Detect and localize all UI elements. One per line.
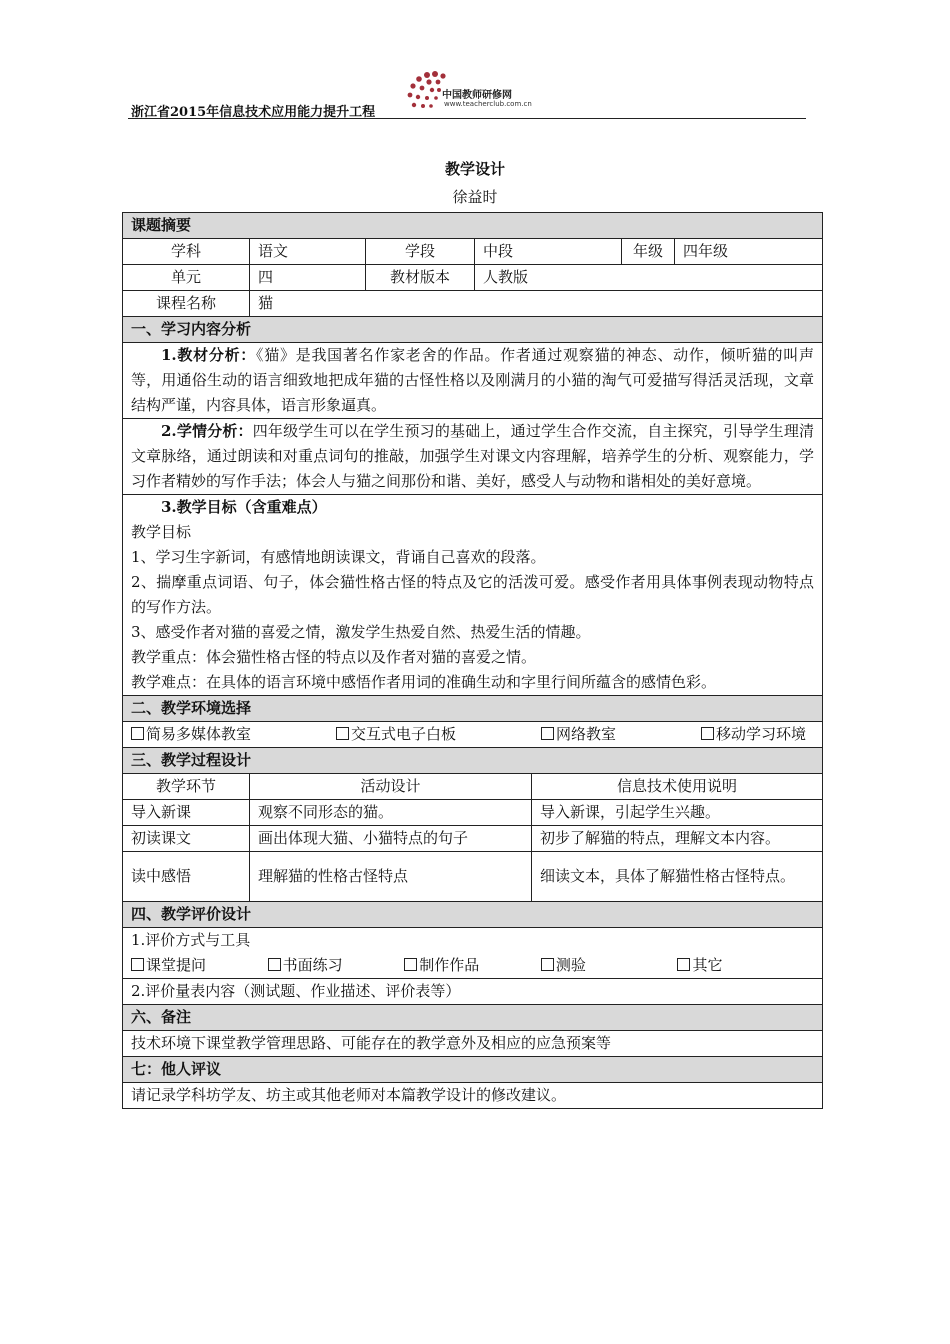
logo-url: www.teacherclub.com.cn bbox=[444, 100, 532, 108]
review-body: 请记录学科坊学友、坊主或其他老师对本篇教学设计的修改建议。 bbox=[123, 1083, 823, 1109]
eval-option[interactable] bbox=[677, 953, 814, 978]
course-value: 猫 bbox=[250, 291, 823, 317]
env-option[interactable] bbox=[131, 722, 251, 747]
teaching-goals bbox=[123, 495, 823, 696]
eval-option-label: 测验 bbox=[555, 956, 586, 974]
subject-label: 学科 bbox=[123, 239, 250, 265]
checkbox-icon[interactable] bbox=[336, 727, 349, 740]
goals-line: 教学难点：在具体的语言环境中感悟作者用词的准确生动和字里行间所蕴含的感情色彩。 bbox=[131, 673, 717, 691]
process-activity: 画出体现大猫、小猫特点的句子 bbox=[250, 826, 532, 852]
stage-label: 学段 bbox=[366, 239, 475, 265]
goals-line: 教学重点：体会猫性格古怪的特点以及作者对猫的喜爱之情。 bbox=[131, 648, 537, 666]
textbook-analysis bbox=[123, 343, 823, 419]
section-review: 七：他人评议 bbox=[123, 1057, 823, 1083]
env-option[interactable] bbox=[541, 722, 616, 747]
grade-label: 年级 bbox=[622, 239, 675, 265]
checkbox-icon[interactable] bbox=[404, 958, 417, 971]
process-col-header: 教学环节 bbox=[123, 774, 250, 800]
goals-line: 1、学习生字新词，有感情地朗读课文，背诵自己喜欢的段落。 bbox=[131, 548, 546, 566]
goals-line: 2、揣摩重点词语、句子，体会猫性格古怪的特点及它的活泼可爱。感受作者用具体事例表现动物特点的写作方法。 bbox=[131, 573, 815, 616]
table-row bbox=[123, 852, 823, 902]
table-row bbox=[123, 826, 823, 852]
env-option-label: 交互式电子白板 bbox=[351, 725, 457, 743]
grade-value: 四年级 bbox=[675, 239, 823, 265]
process-step: 导入新课 bbox=[123, 800, 250, 826]
env-option[interactable] bbox=[336, 722, 456, 747]
eval-option[interactable] bbox=[268, 953, 405, 978]
evaluation-methods bbox=[123, 928, 823, 979]
process-tech-note: 细读文本，具体了解猫性格古怪特点。 bbox=[532, 852, 823, 902]
eval-option-label: 书面练习 bbox=[282, 956, 343, 974]
goals-line: 3、感受作者对猫的喜爱之情，激发学生热爱自然、热爱生活的情趣。 bbox=[131, 623, 591, 641]
stage-value: 中段 bbox=[475, 239, 622, 265]
process-tech-note: 初步了解猫的特点，理解文本内容。 bbox=[532, 826, 823, 852]
project-header: 浙江省2015年信息技术应用能力提升工程 bbox=[131, 105, 376, 120]
checkbox-icon[interactable] bbox=[131, 958, 144, 971]
header-divider bbox=[128, 118, 806, 119]
table-row bbox=[123, 800, 823, 826]
process-step: 读中感悟 bbox=[123, 852, 250, 902]
checkbox-icon[interactable] bbox=[541, 958, 554, 971]
checkbox-icon[interactable] bbox=[131, 727, 144, 740]
eval-option[interactable] bbox=[404, 953, 541, 978]
env-option-label: 移动学习环境 bbox=[716, 725, 807, 743]
notes-body: 技术环境下课堂教学管理思路、可能存在的教学意外及相应的应急预案等 bbox=[123, 1031, 823, 1057]
goals-line: 教学目标 bbox=[131, 523, 192, 541]
checkbox-icon[interactable] bbox=[541, 727, 554, 740]
logo-title: 中国教师研修网 bbox=[442, 90, 512, 101]
edition-value: 人教版 bbox=[475, 265, 823, 291]
section-analysis: 一、学习内容分析 bbox=[123, 317, 823, 343]
section-process: 三、教学过程设计 bbox=[123, 748, 823, 774]
eval-option[interactable] bbox=[541, 953, 678, 978]
edition-label: 教材版本 bbox=[366, 265, 475, 291]
eval-option-label: 课堂提问 bbox=[146, 956, 207, 974]
evaluation-scale: 2.评价量表内容（测试题、作业描述、评价表等） bbox=[123, 979, 823, 1005]
environment-options bbox=[123, 722, 823, 748]
env-option[interactable] bbox=[701, 722, 806, 747]
course-label: 课程名称 bbox=[123, 291, 250, 317]
section-evaluation: 四、教学评价设计 bbox=[123, 902, 823, 928]
eval-option[interactable] bbox=[131, 953, 268, 978]
unit-label: 单元 bbox=[123, 265, 250, 291]
evaluation-method-title: 1.评价方式与工具 bbox=[131, 931, 251, 949]
checkbox-icon[interactable] bbox=[701, 727, 714, 740]
checkbox-icon[interactable] bbox=[677, 958, 690, 971]
goals-title: 3.教学目标（含重难点） bbox=[161, 498, 327, 516]
checkbox-icon[interactable] bbox=[268, 958, 281, 971]
subject-value: 语文 bbox=[250, 239, 366, 265]
section-environment: 二、教学环境选择 bbox=[123, 696, 823, 722]
learner-analysis-title: 2.学情分析： bbox=[161, 422, 253, 440]
env-option-label: 简易多媒体教室 bbox=[146, 725, 252, 743]
process-activity: 观察不同形态的猫。 bbox=[250, 800, 532, 826]
textbook-analysis-title: 1.教材分析： bbox=[161, 346, 257, 364]
learner-analysis-body: 四年级学生可以在学生预习的基础上，通过学生合作交流，自主探究，引导学生理清文章脉络，通过朗读和对重点词句的推敲，加强学生对课文内容理解，培养学生的分析、观察能力，学习作者精妙的写作手法；体会人与猫之间那份和谐、美好，感受人与动物和谐相处的美好意境。 bbox=[131, 422, 815, 490]
process-col-header: 活动设计 bbox=[250, 774, 532, 800]
process-activity: 理解猫的性格古怪特点 bbox=[250, 852, 532, 902]
process-step: 初读课文 bbox=[123, 826, 250, 852]
section-notes: 六、备注 bbox=[123, 1005, 823, 1031]
author: 徐益时 bbox=[452, 188, 498, 206]
learner-analysis bbox=[123, 419, 823, 495]
process-col-header: 信息技术使用说明 bbox=[532, 774, 823, 800]
section-summary: 课题摘要 bbox=[123, 213, 823, 239]
process-tech-note: 导入新课，引起学生兴趣。 bbox=[532, 800, 823, 826]
page-title: 教学设计 bbox=[444, 160, 505, 178]
unit-value: 四 bbox=[250, 265, 366, 291]
eval-option-label: 其它 bbox=[692, 956, 723, 974]
design-table bbox=[122, 212, 823, 1109]
env-option-label: 网络教室 bbox=[556, 725, 617, 743]
textbook-analysis-body: 《猫》是我国著名作家老舍的作品。作者通过观察猫的神态、动作，倾听猫的叫声等，用通俗生动的语言细致地把成年猫的古怪性格以及刚满月的小猫的淘气可爱描写得活灵活现，文章结构严谨，内容具体，语言形象逼真。 bbox=[131, 346, 815, 414]
eval-option-label: 制作作品 bbox=[419, 956, 480, 974]
